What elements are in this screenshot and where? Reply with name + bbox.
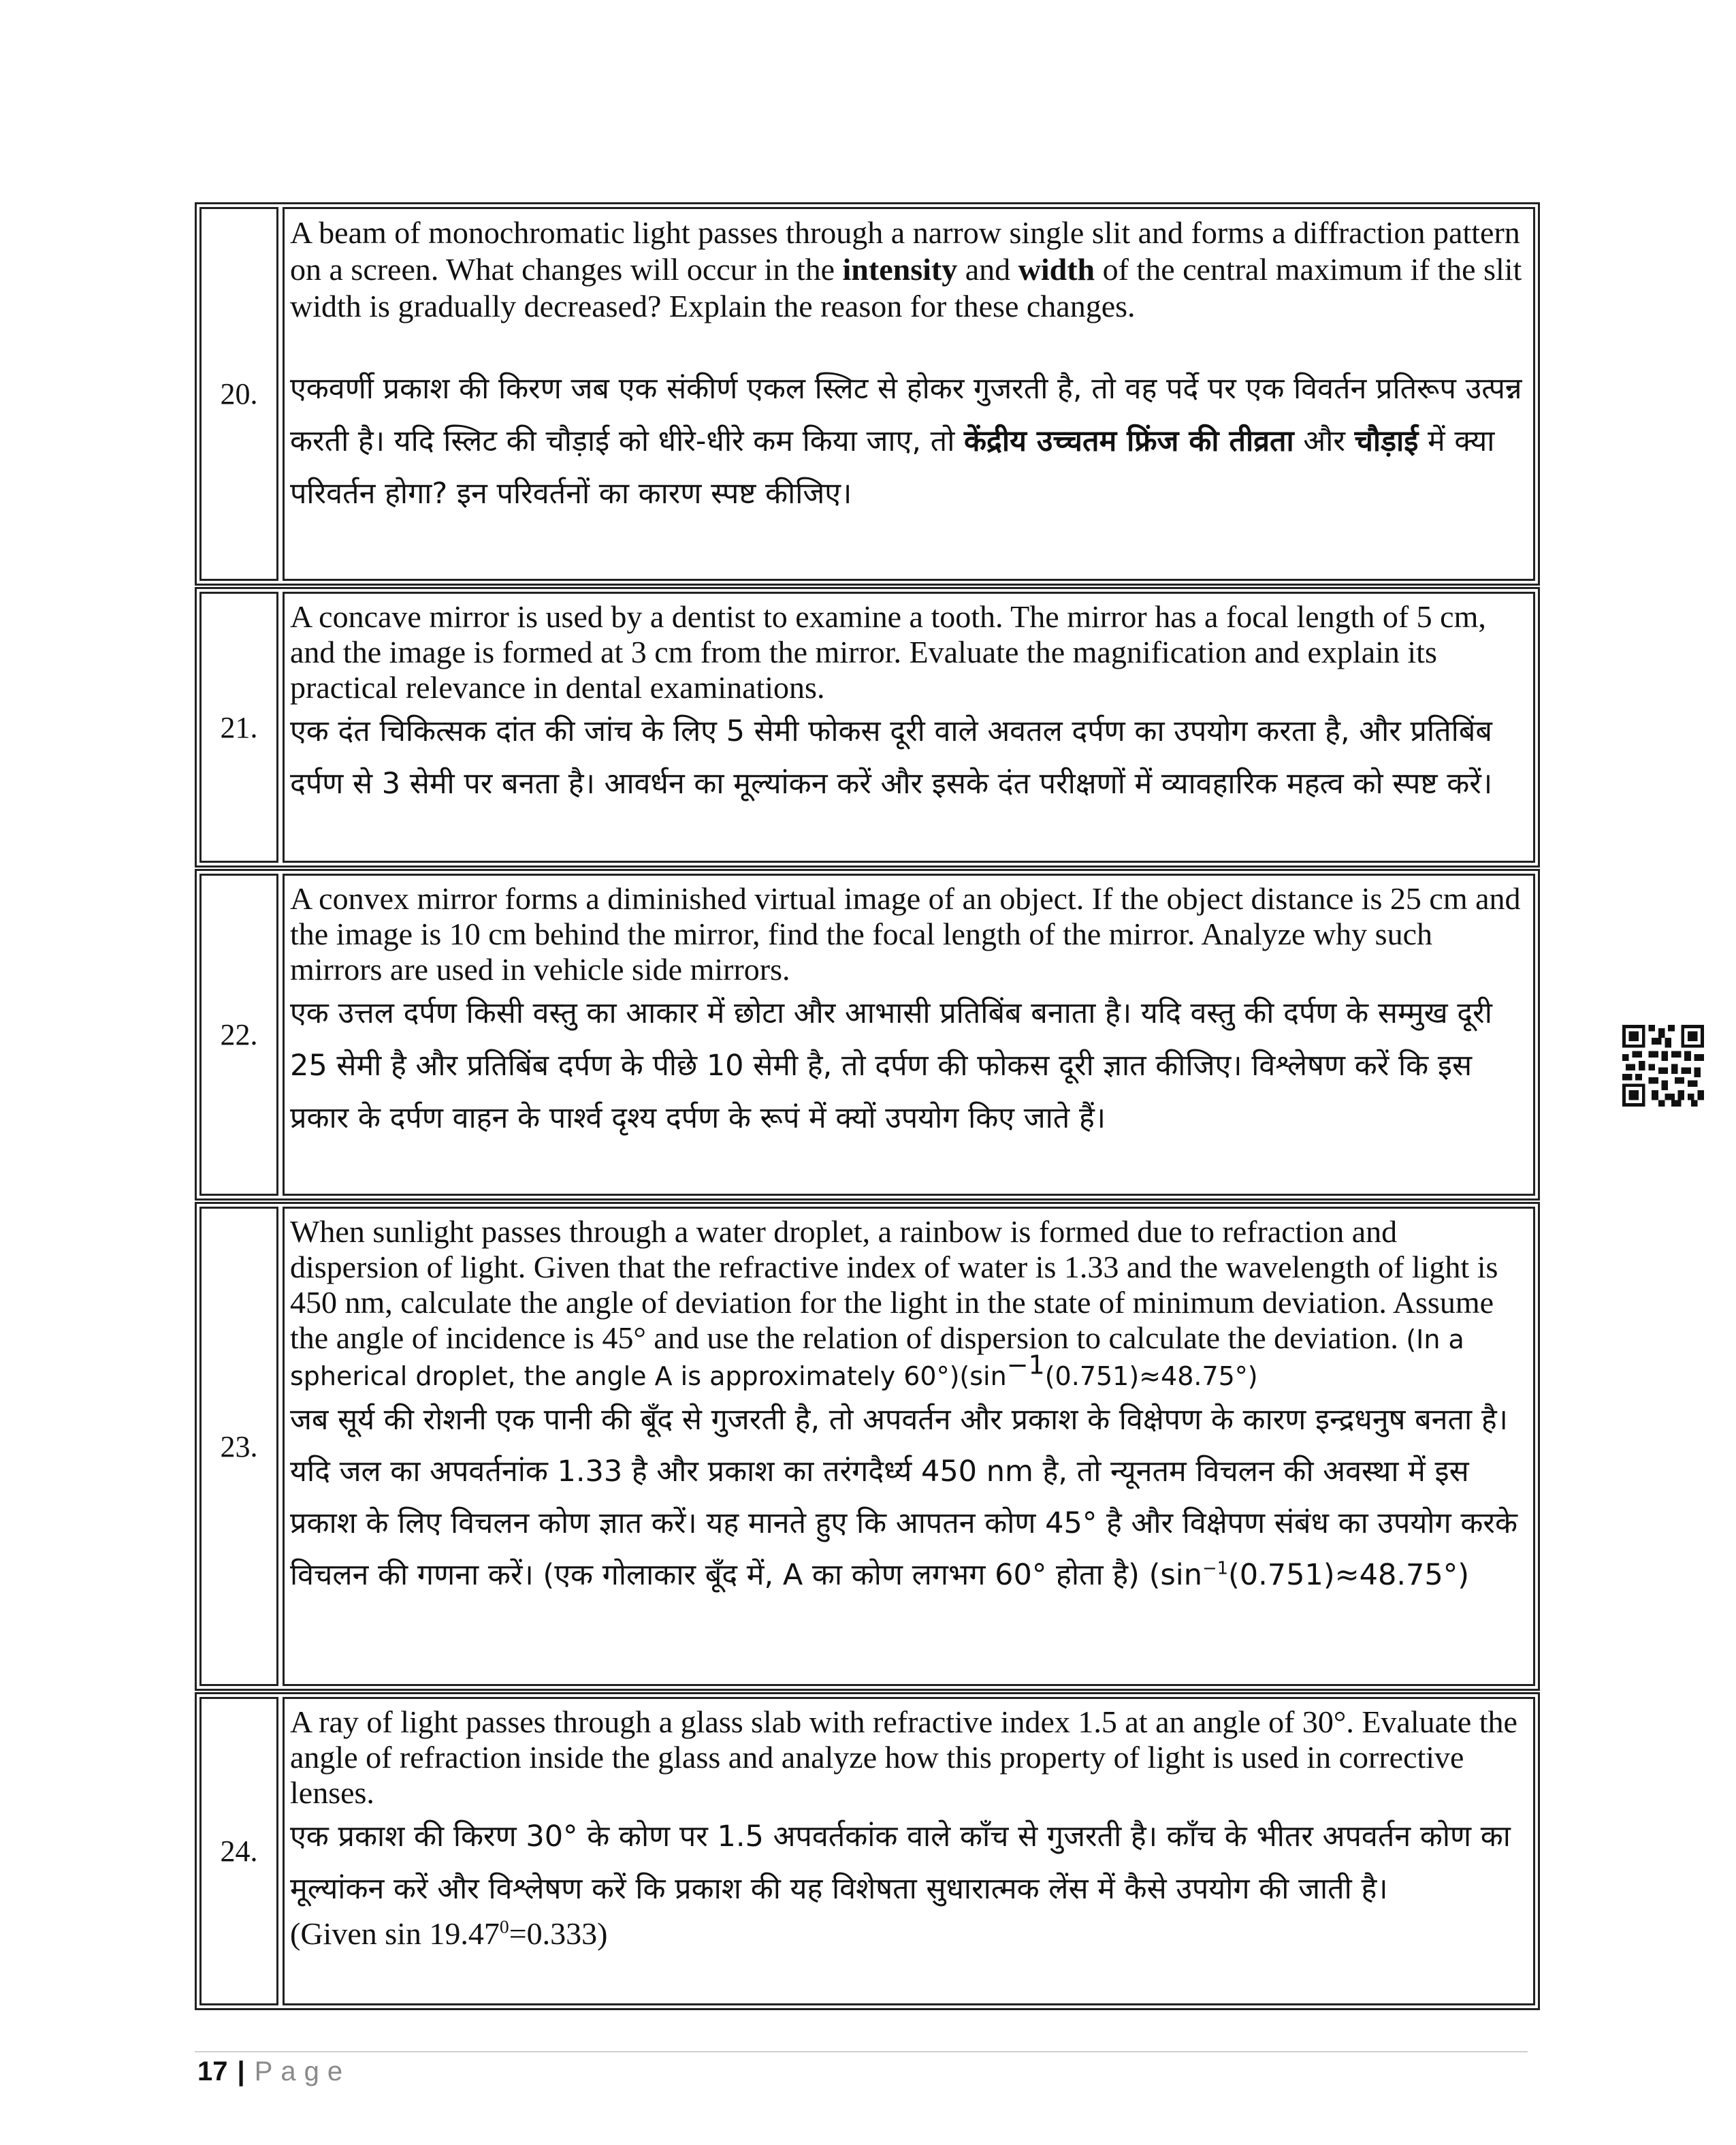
question-number: 22. [199,874,278,1196]
question-hindi: एकवर्णी प्रकाश की किरण जब एक संकीर्ण एकल स्लिट से होकर गुजरती है, तो वह पर्दे पर एक विवर्तन प्रतिरूप उत्पन्न करती है। यदि स्लिट की चौड़ाई को धीरे-धीरे कम किया जाए, तो केंद्रीय उच्चतम फ्रिंज की तीव्रता और चौड़ाई में क्या परिवर्तन होगा? इन परिवर्तनों का कारण स्पष्ट कीजिए। [290,372,1522,511]
question-number: 24. [199,1697,278,2005]
question-number: 23. [199,1207,278,1686]
question-20 [195,202,1540,586]
footer-separator: | [237,2056,245,2086]
question-hindi: जब सूर्य की रोशनी एक पानी की बूँद से गुजरती है, तो अपवर्तन और प्रकाश के विक्षेपण के कारण इन्द्रधनुष बनता है। यदि जल का अपवर्तनांक 1.33 है और प्रकाश का तरंगदैर्ध्य 450 nm है, तो न्यूनतम विचलन की अवस्था में इस प्रकाश के लिए विचलन कोण ज्ञात करें। यह मानते हुए कि आपतन कोण 45° है और विक्षेपण संबंध का उपयोग करके विचलन की गणना करें। (एक गोलाकार बूँद में, A का कोण लगभग 60° होता है) $(\sin^{-1}(0.751)\approx 48.75^\circ)$ [290,1403,1517,1592]
question-hindi: एक उत्तल दर्पण किसी वस्तु का आकार में छोटा और आभासी प्रतिबिंब बनाता है। यदि वस्तु की दर्पण के सम्मुख दूरी 25 सेमी है और प्रतिबिंब दर्पण के पीछे 10 सेमी है, तो दर्पण की फोकस दूरी ज्ञात कीजिए। विश्लेषण करें कि इस प्रकार के दर्पण वाहन के पार्श्व दृश्य दर्पण के रूपं में क्यों उपयोग किए जाते हैं। [290,996,1492,1135]
question-text [283,874,1535,1196]
question-text [283,207,1535,581]
question-24 [195,1692,1540,2010]
question-text [283,1207,1535,1686]
question-english: When sunlight passes through a water droplet, a rainbow is formed due to refraction and dispersion of light. Given that the refractive index of water is 1.33 and the wavelength of light is 450 nm, calculate the angle of deviation for the light in the state of minimum deviation. Assume the angle of incidence is 45° and use the relation of dispersion to calculate the deviation. (In a spherical droplet, the angle A is approximately $60^\circ)(\sin^{-1}(0.751)\approx 48.75^\circ)$ [290,1214,1498,1391]
question-text [283,592,1535,863]
question-21 [195,587,1540,868]
page-number: 17 [197,2056,228,2086]
question-hindi: एक दंत चिकित्सक दांत की जांच के लिए 5 सेमी फोकस दूरी वाले अवतल दर्पण का उपयोग करता है, और प्रतिबिंब दर्पण से 3 सेमी पर बनता है। आवर्धन का मूल्यांकन करें और इसके दंत परीक्षणों में व्यावहारिक महत्व को स्पष्ट करें। [290,714,1493,801]
question-english: A concave mirror is used by a dentist to examine a tooth. The mirror has a focal length of 5 cm, and the image is formed at 3 cm from the mirror. Evaluate the magnification and explain its practical relevance in dental examinations. [290,599,1486,705]
question-english: A beam of monochromatic light passes through a narrow single slit and forms a diffraction pattern on a screen. What changes will occur in the intensity and width of the central maximum if the slit width is gradually decreased? Explain the reason for these changes. [290,215,1522,323]
page-label: Page [254,2056,351,2086]
question-number: 20. [199,207,278,581]
question-hindi: एक प्रकाश की किरण 30° के कोण पर 1.5 अपवर्तकांक वाले काँच से गुजरती है। काँच के भीतर अपवर्तन कोण का मूल्यांकन करें और विश्लेषण करें कि प्रकाश की यह विशेषता सुधारात्मक लेंस में कैसे उपयोग की जाती है। [290,1820,1511,1906]
given-values: (Given $\sin 19.47^0=0.333$) [290,1916,608,1951]
footer-divider [195,2051,1528,2052]
question-23 [195,1202,1540,1691]
qr-code-icon[interactable] [1622,1025,1704,1107]
question-english: A convex mirror forms a diminished virtual image of an object. If the object distance is 25 cm and the image is 10 cm behind the mirror, find the focal length of the mirror. Analyze why such mirrors are used in vehicle side mirrors. [290,881,1521,987]
question-english: A ray of light passes through a glass slab with refractive index 1.5 at an angle of 30°. Evaluate the angle of refraction inside the glass and analyze how this property of light is used in corrective lenses. [290,1704,1517,1810]
page-footer [197,2056,351,2087]
question-number: 21. [199,592,278,863]
question-text [283,1697,1535,2005]
question-22 [195,869,1540,1201]
